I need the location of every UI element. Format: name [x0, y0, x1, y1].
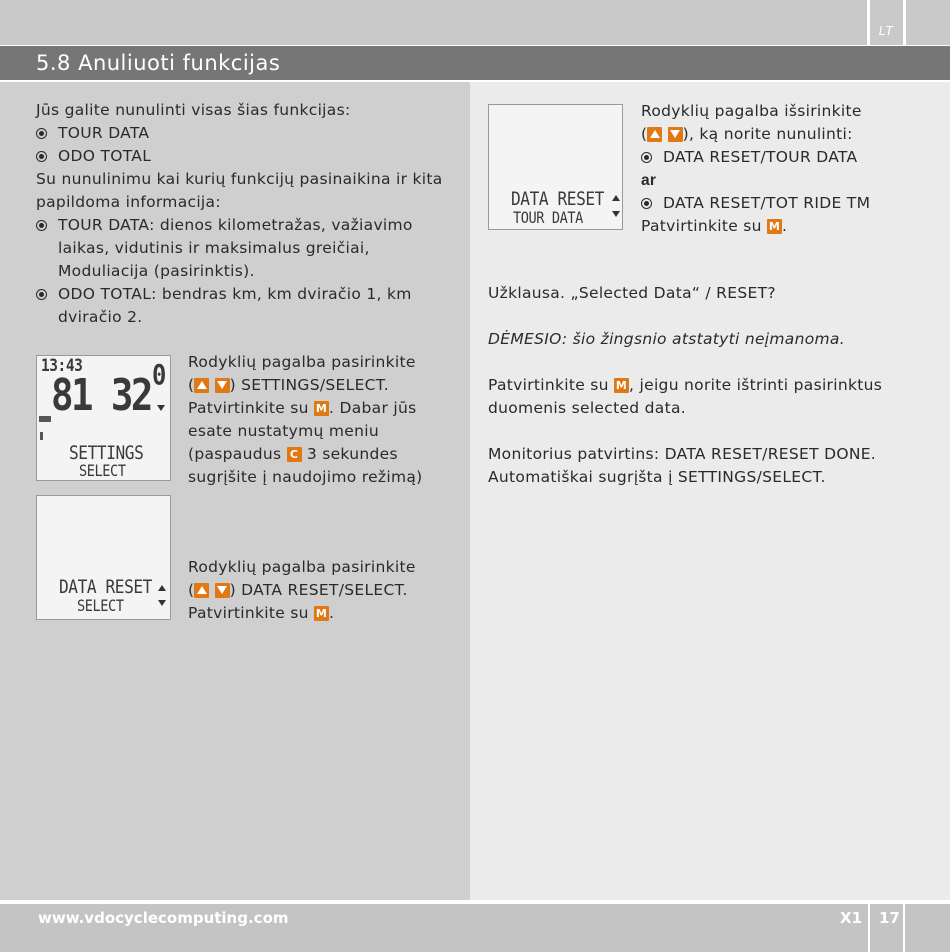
top-band: [0, 0, 950, 45]
bullet-icon: [36, 214, 58, 237]
confirm-fragment: Patvirtinkite su: [488, 376, 609, 394]
c-key-icon: C: [287, 447, 302, 462]
list-item: [641, 146, 931, 169]
step-text-line: esate nustatymų meniu: [188, 422, 379, 440]
confirm-text: [488, 374, 928, 420]
step-text-fragment: Patvirtinkite su: [641, 217, 762, 235]
step-text-fragment: . Dabar jūs: [329, 399, 417, 417]
step-text-fragment: (paspaudus: [188, 445, 282, 463]
list-item-text: TOUR DATA: dienos kilometražas, važiavimo laikas, vidutinis ir maksimalus greičiai, Moduliacija (pasirinktis).: [58, 216, 413, 280]
step-text-fragment: Patvirtinkite su: [188, 604, 309, 622]
step-text-fragment: Patvirtinkite su: [188, 399, 309, 417]
arrow-down-icon: [157, 405, 165, 411]
bullet-icon: [36, 122, 58, 145]
lcd-line-1: SETTINGS: [69, 442, 144, 464]
lcd-line-1: DATA RESET: [59, 576, 152, 598]
step-text-line: Rodyklių pagalba išsirinkite: [641, 102, 862, 120]
step-text-fragment: .: [782, 217, 788, 235]
step-text-line: ( ), ką norite nunulinti:: [641, 125, 853, 143]
lcd-speed: 81 32: [51, 370, 151, 421]
list-item-text: TOUR DATA: [58, 124, 150, 142]
list-item-text: DATA RESET/TOUR DATA: [663, 148, 858, 166]
step-text-line: [188, 443, 458, 466]
step-text-fragment: .: [329, 604, 335, 622]
m-key-icon: M: [315, 402, 328, 415]
lcd-line-2: SELECT: [79, 461, 126, 480]
info-paragraph: Su nunulinimu kai kurių funkcijų pasinaikina ir kita papildoma informacija:: [36, 170, 443, 211]
m-key-icon: M: [615, 379, 628, 392]
bullet-icon: [36, 145, 58, 168]
divider: [903, 0, 906, 45]
step-1-text: [188, 351, 458, 489]
intro-text-block: [36, 99, 456, 329]
bullet-icon: [641, 146, 663, 169]
list-item-text: DATA RESET/TOT RIDE TM: [663, 194, 871, 212]
list-item: [36, 122, 456, 145]
divider: [867, 0, 870, 45]
arrow-up-icon: [612, 195, 620, 201]
step-text-line: sugrįšite į naudojimo režimą): [188, 468, 423, 486]
lcd-speed-fraction: 0: [152, 358, 166, 391]
list-item: [641, 192, 931, 215]
arrow-down-icon: [612, 211, 620, 217]
arrow-down-key-icon: [215, 378, 230, 393]
section-title: 5.8 Anuliuoti funkcijas: [36, 51, 281, 75]
m-key-icon: M: [315, 607, 328, 620]
arrow-up-key-icon: [194, 583, 209, 598]
step-text-fragment: ), ką norite nunulinti:: [682, 125, 853, 143]
arrow-down-icon: [158, 600, 166, 606]
bullet-icon: [641, 192, 663, 215]
language-label: LT: [878, 24, 894, 38]
step-text-line: [188, 397, 458, 420]
website-link[interactable]: www.vdocyclecomputing.com: [38, 909, 289, 927]
step-2-text: [188, 556, 458, 625]
confirm-fragment: , jeigu norite ištrinti pasirinktus duomenis selected data.: [488, 376, 883, 417]
arrow-up-icon: [158, 585, 166, 591]
lcd-line-2: SELECT: [77, 596, 124, 615]
device-screen-tour-data: [488, 104, 623, 230]
list-item-text: ODO TOTAL: bendras km, km dviračio 1, km dviračio 2.: [58, 285, 412, 326]
or-label: ar: [641, 172, 657, 189]
section-title-bar: [0, 46, 950, 80]
step-text-fragment: 3 sekundes: [306, 445, 398, 463]
lcd-line-2: TOUR DATA: [513, 208, 583, 227]
list-item: [36, 145, 456, 168]
step-text-line: Rodyklių pagalba pasirinkite: [188, 558, 416, 576]
arrow-up-key-icon: [647, 127, 662, 142]
list-item: [36, 283, 456, 329]
warning-text: DĖMESIO: šio žingsnio atstatyti neįmanoma.: [488, 330, 845, 348]
step-text-line: [188, 602, 458, 625]
arrow-down-key-icon: [668, 127, 683, 142]
list-item: [36, 214, 456, 283]
query-text: Užklausa. „Selected Data“ / RESET?: [488, 284, 776, 302]
step-text-line: Rodyklių pagalba pasirinkite: [188, 353, 416, 371]
step-text-fragment: ) SETTINGS/SELECT.: [229, 376, 389, 394]
lcd-line-1: DATA RESET: [511, 188, 604, 210]
arrow-down-key-icon: [215, 583, 230, 598]
step-text-fragment: ) DATA RESET/SELECT.: [229, 581, 408, 599]
step-text-line: [641, 215, 931, 238]
step-text-line: ( ) SETTINGS/SELECT.: [188, 376, 389, 394]
right-body-text: [488, 282, 928, 489]
bullet-icon: [36, 283, 58, 306]
battery-icon: [39, 416, 51, 422]
device-screen-data-reset: [36, 495, 171, 620]
monitor-text: Automatiškai sugrįšta į SETTINGS/SELECT.: [488, 468, 826, 486]
monitor-text: Monitorius patvirtins: DATA RESET/RESET DONE.: [488, 445, 877, 463]
footer: [0, 902, 950, 952]
arrow-up-key-icon: [194, 378, 209, 393]
page-number: 17: [879, 909, 900, 927]
step-text-line: ( ) DATA RESET/SELECT.: [188, 581, 408, 599]
lcd-time: 13:43: [41, 356, 83, 376]
device-screen-settings: [36, 355, 171, 481]
m-key-icon: M: [768, 220, 781, 233]
model-label: X1: [840, 909, 863, 927]
divider: [903, 904, 905, 952]
divider: [868, 904, 870, 952]
step-3-text: [641, 100, 931, 238]
list-item-text: ODO TOTAL: [58, 147, 152, 165]
intro-paragraph: Jūs galite nunulinti visas šias funkcijas:: [36, 101, 351, 119]
indicator-icon: [40, 432, 43, 440]
